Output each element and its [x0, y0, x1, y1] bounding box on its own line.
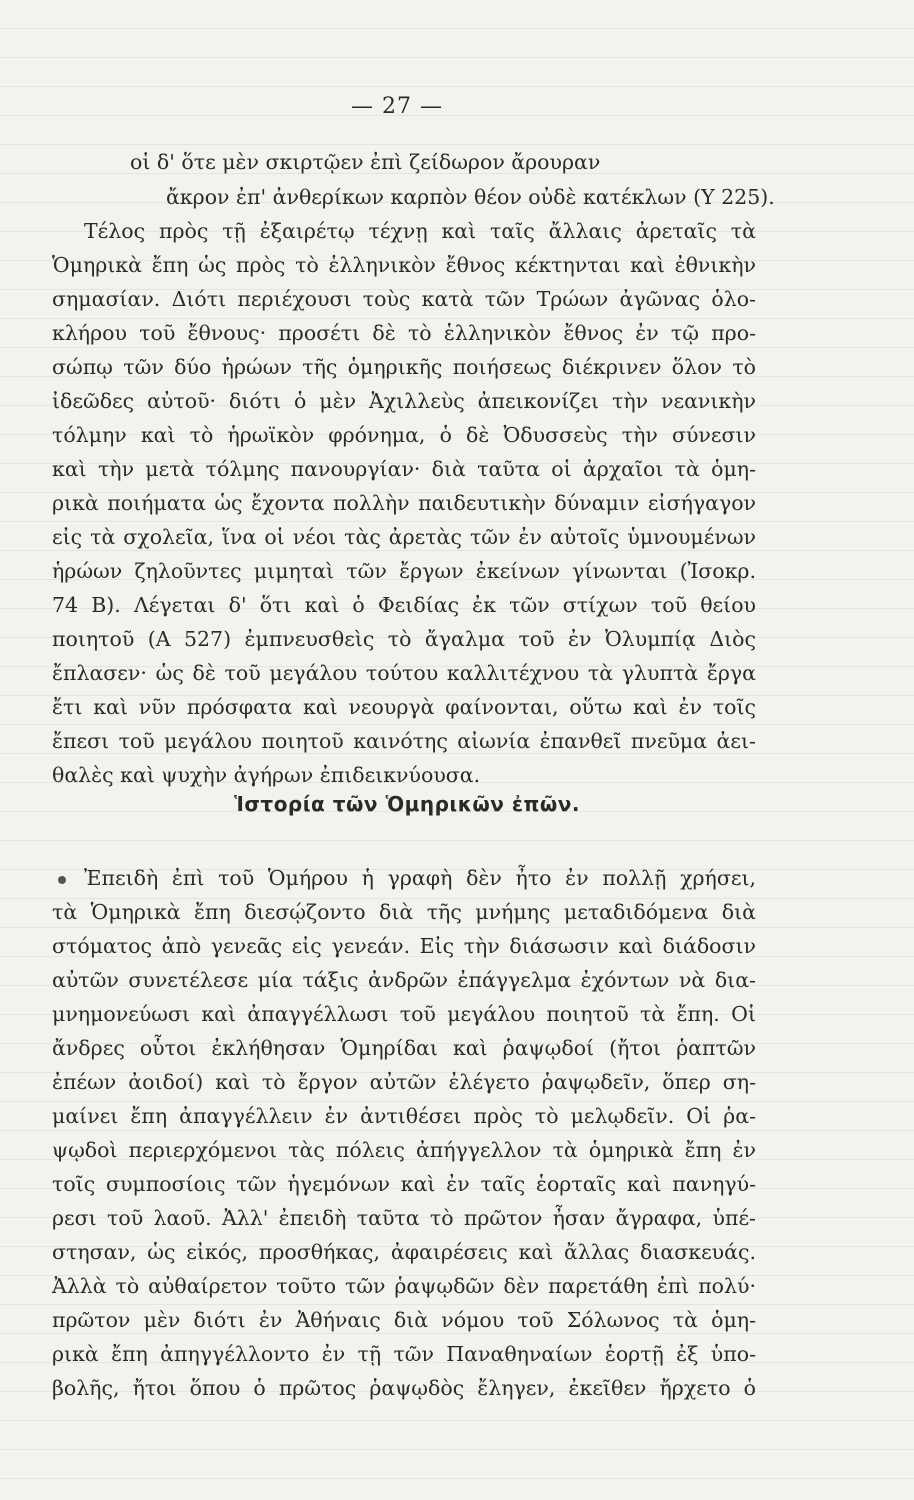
text-line: αὐτῶν συνετέλεσε μία τάξις ἀνδρῶν ἐπάγγελμα ἐχόντων νὰ δια- [52, 968, 756, 992]
text-line: Ἐπειδὴ ἐπὶ τοῦ Ὁμήρου ἡ γραφὴ δὲν ἦτο ἐν πολλῇ χρήσει, [84, 866, 756, 890]
text-line: εἰς τὰ σχολεῖα, ἵνα οἱ νέοι τὰς ἀρετὰς τῶν ἐν αὐτοῖς ὑμνουμένων [52, 525, 756, 549]
text-line: μνημονεύωσι καὶ ἀπαγγέλλωσι τοῦ μεγάλου ποιητοῦ τὰ ἔπη. Οἱ [52, 1002, 756, 1026]
text-line: ἔπλασεν· ὡς δὲ τοῦ μεγάλου τούτου καλλιτέχνου τὰ γλυπτὰ ἔργα [52, 661, 756, 685]
text-line: τοῖς συμποσίοις τῶν ἡγεμόνων καὶ ἐν ταῖς ἑορταῖς καὶ πανηγύ- [52, 1172, 756, 1196]
margin-mark [58, 876, 66, 884]
text-line: τόλμην καὶ τὸ ἡρωϊκὸν φρόνημα, ὁ δὲ Ὀδυσσεὺς τὴν σύνεσιν [52, 423, 756, 447]
text-line: ἔπεσι τοῦ μεγάλου ποιητοῦ καινότης αἰωνία ἐπανθεῖ πνεῦμα ἀει- [52, 729, 756, 753]
text-line: ρικὰ ποιήματα ὡς ἔχοντα πολλὴν παιδευτικὴν δύναμιν εἰσήγαγον [52, 491, 756, 515]
text-line: σημασίαν. Διότι περιέχουσι τοὺς κατὰ τῶν Τρώων ἀγῶνας ὁλο- [52, 287, 756, 311]
text-line: 74 Β). Λέγεται δ' ὅτι καὶ ὁ Φειδίας ἐκ τῶν στίχων τοῦ θείου [52, 593, 756, 617]
text-line: καὶ τὴν μετὰ τόλμης πανουργίαν· διὰ ταῦτα οἱ ἀρχαῖοι τὰ ὁμη- [52, 457, 756, 481]
text-line: ἔτι καὶ νῦν πρόσφατα καὶ νεουργὰ φαίνονται, οὕτω καὶ ἐν τοῖς [52, 695, 756, 719]
verse-line: οἱ δ' ὅτε μὲν σκιρτῷεν ἐπὶ ζείδωρον ἄρουραν [130, 150, 601, 174]
text-line: μαίνει ἔπη ἀπαγγέλλειν ἐν ἀντιθέσει πρὸς τὸ μελῳδεῖν. Οἱ ῥα- [52, 1104, 756, 1128]
text-line: ἄνδρες οὗτοι ἐκλήθησαν Ὁμηρίδαι καὶ ῥαψῳδοί (ἤτοι ῥαπτῶν [52, 1036, 756, 1060]
page-number: — 27 — [351, 94, 443, 119]
text-line: ποιητοῦ (Α 527) ἐμπνευσθεὶς τὸ ἄγαλμα τοῦ ἐν Ὀλυμπίᾳ Διὸς [52, 627, 756, 651]
text-line: θαλὲς καὶ ψυχὴν ἀγήρων ἐπιδεικνύουσα. [52, 763, 481, 787]
text-line: ρικὰ ἔπη ἀπηγγέλλοντο ἐν τῇ τῶν Παναθηναίων ἑορτῇ ἐξ ὑπο- [52, 1342, 756, 1366]
text-line: στόματος ἀπὸ γενεᾶς εἰς γενεάν. Εἰς τὴν διάσωσιν καὶ διάδοσιν [52, 934, 756, 958]
text-line: πρῶτον μὲν διότι ἐν Ἀθήναις διὰ νόμου τοῦ Σόλωνος τὰ ὁμη- [52, 1308, 756, 1332]
text-line: ἐπέων ἀοιδοί) καὶ τὸ ἔργον αὐτῶν ἐλέγετο ῥαψῳδεῖν, ὅπερ ση- [52, 1070, 756, 1094]
text-line: Ὁμηρικὰ ἔπη ὡς πρὸς τὸ ἑλληνικὸν ἔθνος κέκτηνται καὶ ἐθνικὴν [52, 253, 756, 277]
text-line: ρεσι τοῦ λαοῦ. Ἀλλ' ἐπειδὴ ταῦτα τὸ πρῶτον ἦσαν ἄγραφα, ὑπέ- [52, 1206, 756, 1230]
text-line: κλήρου τοῦ ἔθνους· προσέτι δὲ τὸ ἑλληνικὸν ἔθνος ἐν τῷ προ- [52, 321, 756, 345]
text-line: τὰ Ὁμηρικὰ ἔπη διεσῴζοντο διὰ τῆς μνήμης μεταδιδόμενα διὰ [52, 900, 756, 924]
text-line: Ἀλλὰ τὸ αὐθαίρετον τοῦτο τῶν ῥαψῳδῶν δὲν παρετάθη ἐπὶ πολύ· [52, 1274, 756, 1298]
text-line: Τέλος πρὸς τῇ ἐξαιρέτῳ τέχνῃ καὶ ταῖς ἄλλαις ἀρεταῖς τὰ [84, 219, 756, 243]
text-line: ἡρώων ζηλοῦντες μιμηταὶ τῶν ἔργων ἐκείνων γίνωνται (Ἰσοκρ. [52, 559, 756, 583]
section-heading: Ἱστορία τῶν Ὁμηρικῶν ἐπῶν. [234, 792, 580, 816]
text-line: σώπῳ τῶν δύο ἡρώων τῆς ὁμηρικῆς ποιήσεως διέκρινεν ὅλον τὸ [52, 355, 756, 379]
text-line: βολῆς, ἤτοι ὅπου ὁ πρῶτος ῥαψῳδὸς ἔληγεν, ἐκεῖθεν ἤρχετο ὁ [52, 1376, 756, 1400]
text-line: ψῳδοὶ περιερχόμενοι τὰς πόλεις ἀπήγγελλον τὰ ὁμηρικὰ ἔπη ἐν [52, 1138, 756, 1162]
text-line: ἰδεῶδες αὐτοῦ· διότι ὁ μὲν Ἀχιλλεὺς ἀπεικονίζει τὴν νεανικὴν [52, 389, 756, 413]
verse-line: ἄκρον ἐπ' ἀνθερίκων καρπὸν θέον οὐδὲ κατέκλων (Υ 225). [166, 185, 775, 209]
text-line: στησαν, ὡς εἰκός, προσθήκας, ἀφαιρέσεις καὶ ἄλλας διασκευάς. [52, 1240, 756, 1264]
